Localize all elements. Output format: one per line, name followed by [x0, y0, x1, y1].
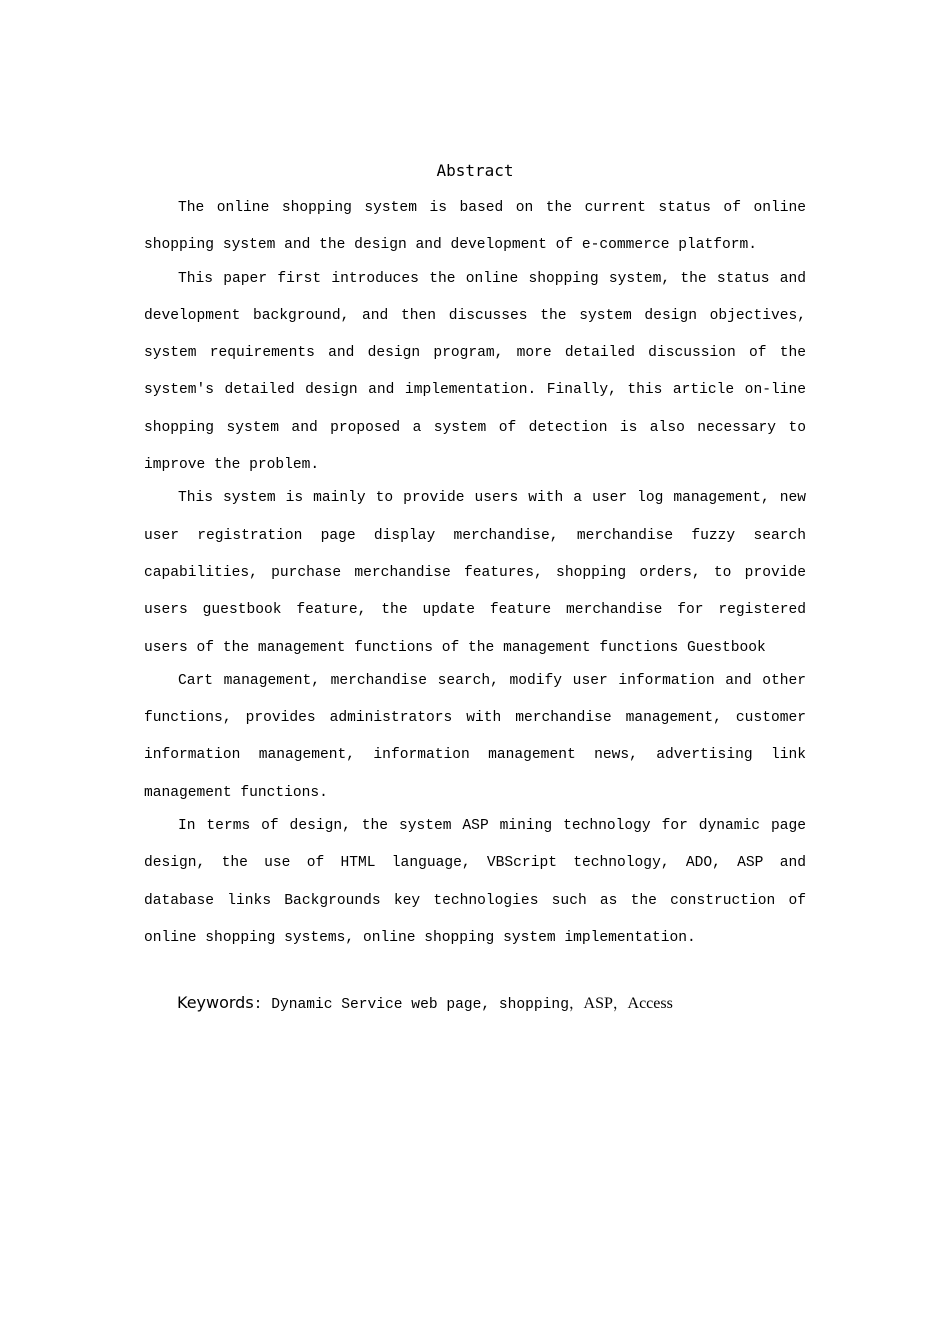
abstract-title: Abstract	[436, 161, 514, 180]
keywords-comma: ，	[612, 997, 628, 1013]
keywords-separator: :	[253, 997, 272, 1013]
keywords-line	[177, 990, 817, 1018]
abstract-paragraph-3: This system is mainly to provide users with a user log management, new user registration page display merchandise, merchandise fuzzy search capabilities, purchase merchandise features, shopping orders, to provide users guestbook feature, the update feature merchandise for registered users of the management functions of the management functions Guestbook	[144, 490, 806, 656]
keywords-items: Dynamic Service web page, shopping，	[271, 997, 584, 1013]
abstract-body	[144, 190, 806, 953]
abstract-paragraph-5: In terms of design, the system ASP mining technology for dynamic page design, the use of HTML language, VBScript technology, ADO, ASP and database links Backgrounds key technologies such as the construction of online shopping systems, online shopping system implementation.	[144, 818, 806, 946]
keyword-access: Access	[627, 995, 673, 1012]
keywords-label: Keywords	[177, 993, 254, 1012]
abstract-paragraph-4: Cart management, merchandise search, modify user information and other functions, provides administrators with merchandise management, customer information management, information management news, advertising link management functions.	[144, 672, 806, 801]
keyword-asp: ASP	[583, 995, 613, 1012]
abstract-paragraph-1: The online shopping system is based on the current status of online shopping system and the design and development of e-commerce platform.	[144, 200, 806, 254]
abstract-paragraph-2: This paper first introduces the online shopping system, the status and development background, and then discusses the system design objectives, system requirements and design program, more detailed discussion of the system's detailed design and implementation. Finally, this article on-line shopping system and proposed a system of detection is also necessary to improve the problem.	[144, 270, 806, 474]
